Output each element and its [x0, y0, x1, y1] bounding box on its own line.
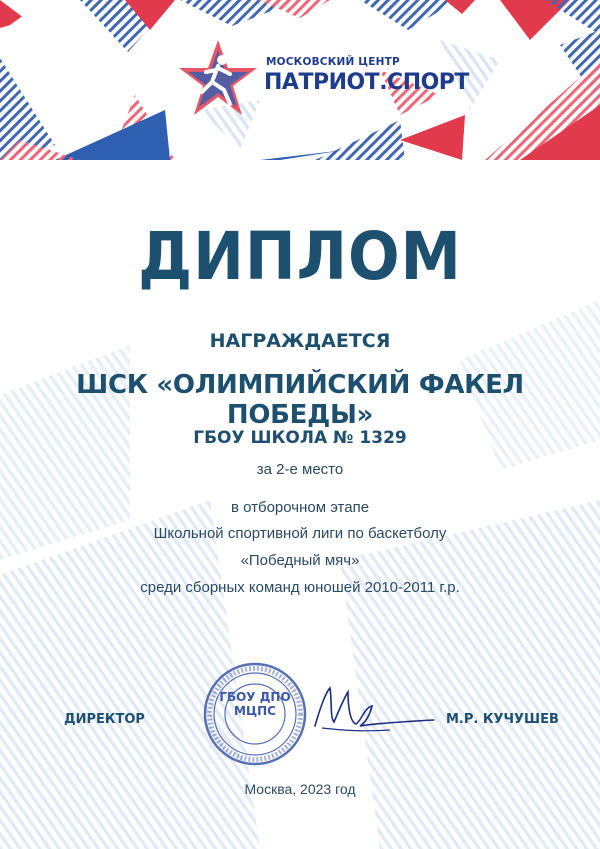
official-stamp: [203, 662, 307, 766]
running-athlete-star-icon: [178, 38, 258, 118]
logo-title: ПАТРИОТ.СПОРТ: [264, 70, 469, 95]
footer-place-date: Москва, 2023 год: [244, 781, 356, 797]
director-name: М.Р. КУЧУШЕВ: [446, 712, 559, 727]
place-text: за 2-е место: [256, 461, 344, 478]
handwritten-signature: [300, 678, 440, 748]
stamp-text: ГБОУ ДПО МЦПС: [219, 690, 291, 718]
diploma-title: ДИПЛОМ: [138, 218, 462, 295]
awarded-heading: НАГРАЖДАЕТСЯ: [209, 330, 391, 352]
patriot-sport-logo: [178, 38, 469, 128]
director-label: ДИРЕКТОР: [64, 712, 145, 727]
stage-text: в отборочном этапе: [230, 499, 370, 516]
school-name: ГБОУ ШКОЛА № 1329: [193, 428, 407, 448]
league-text: Школьной спортивной лиги по баскетболу: [153, 525, 447, 542]
recipient-name: ШСК «ОЛИМПИЙСКИЙ ФАКЕЛ ПОБЕДЫ»: [76, 370, 524, 430]
logo-subtitle: МОСКОВСКИЙ ЦЕНТР: [266, 56, 400, 68]
tournament-text: «Победный мяч»: [240, 552, 360, 569]
category-text: среди сборных команд юношей 2010-2011 г.р.: [140, 579, 460, 596]
